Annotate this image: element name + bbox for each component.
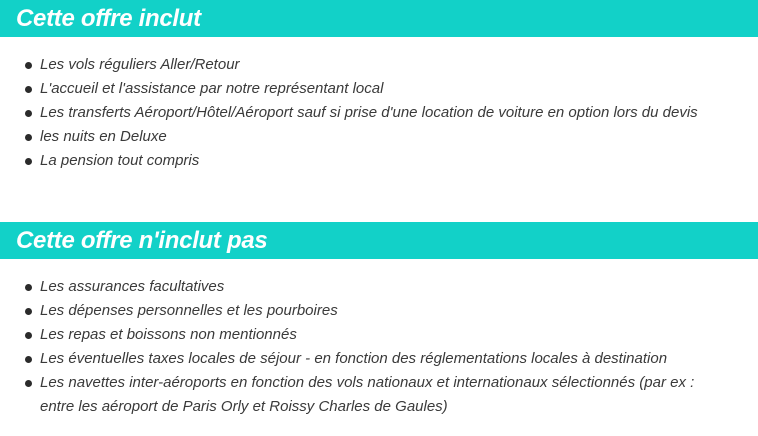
included-section [0,0,758,173]
excluded-section [0,222,758,419]
list-item: Les éventuelles taxes locales de séjour - en fonction des réglementations locales à destination [40,347,728,371]
excluded-title: Cette offre n'inclut pas [16,226,268,254]
list-item: Les assurances facultatives [40,275,728,299]
list-item: les nuits en Deluxe [40,125,728,149]
included-title: Cette offre inclut [16,4,201,32]
list-item: Les vols réguliers Aller/Retour [40,53,728,77]
list-item: Les repas et boissons non mentionnés [40,323,728,347]
excluded-header [0,222,758,259]
list-item: Les transferts Aéroport/Hôtel/Aéroport sauf si prise d'une location de voiture en option lors du devis [40,101,728,125]
excluded-list [0,259,758,419]
list-item: L'accueil et l'assistance par notre représentant local [40,77,728,101]
list-item: Les navettes inter-aéroports en fonction des vols nationaux et internationaux sélectionnés (par ex : entre les aéroport de Paris Orly et Roissy Charles de Gaules) [40,371,728,419]
included-list [0,37,758,173]
included-header [0,0,758,37]
list-item: La pension tout compris [40,149,728,173]
list-item: Les dépenses personnelles et les pourboires [40,299,728,323]
